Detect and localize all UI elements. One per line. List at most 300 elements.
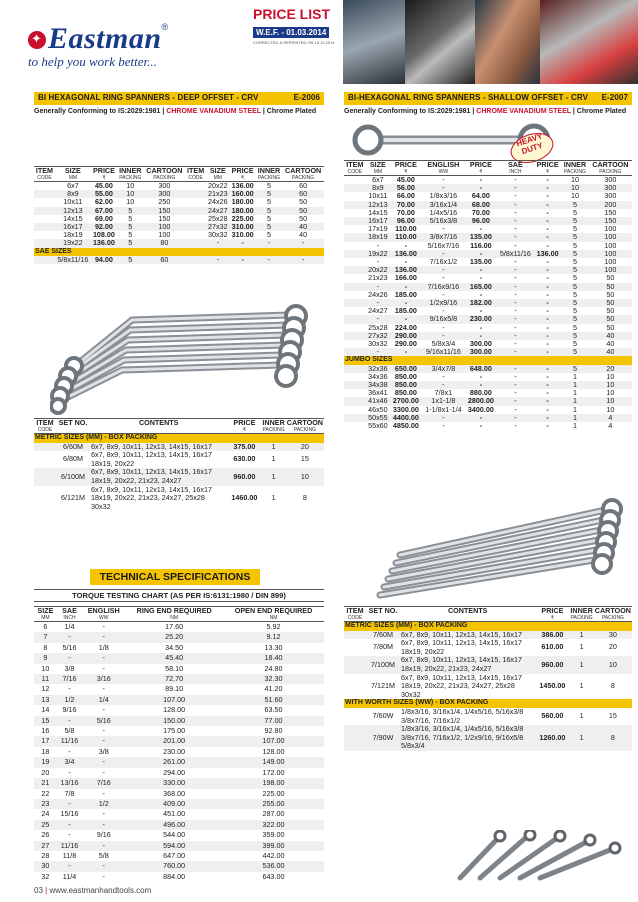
table-cell: 185.00 [394, 306, 417, 316]
table-cell: 544.00 [163, 830, 186, 840]
table-cell: 18 [41, 746, 50, 756]
table-cell: 5 [561, 250, 589, 258]
table-cell [344, 708, 366, 725]
table-cell: 5/8x3/4 [431, 339, 456, 349]
table-cell: - [442, 224, 445, 234]
table-cell: - [497, 315, 534, 323]
table-cell: 1/4 [64, 622, 75, 631]
table-cell: 9.12 [223, 632, 324, 642]
table-cell: 1/8x3/16, 3/16x1/4, 1/4x5/16, 5/16x3/8 3/8x7/16, 7/16x1/2, 1/2x9/16, 9/16x5/8 5/8x3/4 [400, 725, 535, 751]
table-cell: 1450.00 [539, 681, 566, 691]
table-cell: 1 [579, 711, 584, 721]
table-cell: 24x27 [208, 205, 228, 215]
column-header: ITEM CODE [36, 418, 54, 433]
table-cell: - [404, 240, 408, 250]
table-cell: - [497, 283, 534, 291]
table-cell: - [534, 348, 561, 356]
table-cell: 201.00 [125, 736, 223, 746]
table-cell: - [68, 746, 71, 756]
table-cell: 41x46 [366, 397, 390, 405]
column-header: OPEN END REQUIRED NM [234, 606, 313, 621]
table-cell: - [497, 266, 534, 274]
table-cell: 10 [606, 371, 615, 381]
table-cell: 5 [266, 197, 271, 207]
column-header: ENGLISH WW [87, 606, 120, 621]
table-cell: - [282, 239, 324, 247]
website-link[interactable]: www.eastmanhandtools.com [49, 886, 152, 895]
table-cell: 359.00 [262, 830, 285, 840]
table-cell [34, 486, 56, 512]
table-cell: 300.00 [465, 348, 497, 356]
table-cell: 40 [282, 223, 324, 231]
table-cell: 10 [606, 404, 615, 414]
table-cell: 1/2 [57, 695, 82, 705]
table-cell: 50 [299, 213, 308, 223]
table-cell: 9/16 [62, 705, 77, 715]
table-cell: - [465, 266, 497, 274]
table-cell: 10 [589, 397, 632, 405]
table-cell: 50 [589, 299, 632, 307]
table-cell: 94.00 [91, 256, 117, 264]
table-cell: 15 [608, 711, 617, 721]
table-cell: 24.80 [264, 663, 283, 673]
table-row [34, 768, 324, 778]
table-cell: 26 [41, 830, 50, 840]
table-cell: - [534, 414, 561, 422]
table-row [34, 809, 324, 819]
table-cell: - [82, 820, 125, 830]
table-cell: 32x36 [366, 365, 390, 373]
table-cell: 128.00 [262, 746, 285, 756]
table-cell: - [366, 348, 390, 356]
table-cell: 6x7 [67, 181, 79, 190]
table-cell: 960.00 [535, 656, 569, 673]
table-cell: 300.00 [469, 339, 492, 349]
table-cell: 27 [34, 841, 57, 851]
table-cell: 1/8x3/16, 3/16x1/4, 1/4x5/16, 5/16x3/8 3/8x7/16, 7/16x1/2 [401, 706, 524, 725]
table-row [34, 820, 324, 830]
table-cell: 50 [606, 273, 615, 283]
table-row [34, 622, 324, 633]
table-cell [344, 201, 366, 209]
table-cell: 24x27 [368, 306, 388, 316]
table-row [34, 716, 324, 726]
table-cell: 3/8 [98, 746, 109, 756]
table-cell [344, 176, 366, 185]
table-cell: - [546, 289, 549, 299]
table-cell: 165.00 [465, 283, 497, 291]
table-cell: 30x32 [208, 230, 228, 240]
table-cell: 22 [41, 788, 50, 798]
table-cell: 7/121M [371, 681, 395, 691]
table-cell: 261.00 [125, 757, 223, 767]
table-cell: 451.00 [163, 809, 186, 819]
table-cell: 5 [572, 289, 577, 299]
table-cell: - [497, 365, 534, 373]
table-cell: - [479, 306, 483, 316]
table-cell: 15/16 [60, 809, 79, 819]
table-cell: - [390, 348, 422, 356]
table-cell [344, 674, 366, 700]
table-row [34, 736, 324, 746]
table-cell: 1 [569, 656, 593, 673]
table-cell: - [514, 257, 517, 267]
table-cell: 40 [589, 332, 632, 340]
table-cell [344, 274, 366, 282]
table-cell: 20 [41, 767, 50, 777]
table-cell: 250 [158, 197, 171, 207]
table-cell: 5/16 [62, 642, 77, 652]
deep-offset-table [34, 166, 324, 264]
table-cell: - [497, 217, 534, 225]
table-cell: 21x23 [208, 189, 228, 199]
table-row [34, 841, 324, 851]
table-cell: 368.00 [163, 788, 186, 798]
table-cell: 32 [41, 871, 50, 881]
table-cell: 5 [266, 213, 271, 223]
table-cell [344, 656, 366, 673]
table-row [344, 674, 632, 700]
table-cell: 182.00 [465, 299, 497, 307]
table-cell: 3/8 [64, 663, 75, 673]
table-cell: 224.00 [394, 322, 417, 332]
table-cell: 6 [43, 622, 48, 631]
table-cell: 9/16x11/16 [422, 348, 465, 356]
table-cell: 5 [128, 230, 133, 240]
column-header: CONTENTS [138, 418, 179, 427]
table-cell: 24 [41, 809, 50, 819]
table-cell: 8x9 [366, 184, 390, 192]
table-cell: 643.00 [262, 871, 285, 881]
table-cell: 5 [561, 266, 589, 274]
table-cell [344, 315, 366, 323]
table-cell: - [102, 622, 105, 631]
table-cell: 23 [34, 799, 57, 809]
table-cell: 166.00 [394, 273, 417, 283]
column-header: SIZE MM [64, 166, 81, 181]
table-cell: 68.00 [465, 201, 497, 209]
table-cell: - [68, 830, 71, 840]
table-cell: 116.00 [470, 240, 492, 250]
table-cell: 2800.00 [465, 397, 497, 405]
table-cell: 110.00 [390, 233, 422, 241]
table-row [34, 451, 324, 468]
table-cell: 300 [158, 181, 171, 190]
table-cell: 25x28 [208, 213, 228, 223]
table-cell: 34.50 [165, 642, 184, 652]
column-header: SAE INCH [62, 606, 77, 621]
table-cell: 1 [572, 421, 577, 431]
table-cell: 19 [34, 757, 57, 767]
table-cell: 19x22 [55, 239, 91, 247]
table-cell [344, 233, 366, 241]
star-logo-icon [28, 31, 46, 49]
table-cell: 50 [282, 207, 324, 215]
table-cell: 7/8x1 [434, 388, 453, 398]
table-cell [344, 348, 366, 356]
table-cell: 409.00 [125, 799, 223, 809]
table-cell: 69.00 [94, 213, 113, 223]
table-cell: 11/16 [57, 736, 82, 746]
table-cell: 1/8 [98, 642, 109, 652]
table-cell: 150.00 [125, 716, 223, 726]
table-cell: 17 [34, 736, 57, 746]
table-row [34, 468, 324, 485]
table-row [34, 643, 324, 653]
table-cell: 150 [144, 207, 186, 215]
table-cell: - [479, 289, 483, 299]
column-header: INNER PACKING [563, 160, 587, 175]
table-cell: - [546, 207, 549, 217]
table-cell: - [82, 653, 125, 663]
table-cell: 5/8 [64, 726, 75, 736]
table-cell: 5 [572, 322, 577, 332]
table-cell: 96.00 [390, 217, 422, 225]
table-cell: 6x7, 8x9, 10x11, 12x13, 14x15, 16x17 18x19, 20x22, 21x23, 24x27 [400, 656, 535, 673]
table-cell: 560.00 [541, 711, 564, 721]
deep-offset-sets-table [34, 418, 324, 511]
table-cell: 1 [579, 681, 584, 691]
table-cell: 72.70 [125, 674, 223, 684]
table-cell: 5 [561, 332, 589, 340]
table-cell: 185.00 [394, 289, 417, 299]
table-row [34, 830, 324, 840]
table-cell: - [442, 273, 445, 283]
table-cell: 3/4x7/8 [422, 365, 465, 373]
table-cell: - [497, 233, 534, 241]
table-cell: 46x50 [368, 404, 388, 414]
table-cell: - [256, 239, 283, 247]
table-row [34, 684, 324, 694]
technical-specifications-title: TECHNICAL SPECIFICATIONS [90, 569, 260, 585]
table-cell: 1/8x3/16 [429, 191, 458, 201]
table-cell: 10x11 [368, 191, 388, 201]
table-cell: 230.00 [163, 746, 186, 756]
column-header: PRICE ₹ [541, 606, 564, 621]
table-cell: - [82, 841, 125, 851]
table-cell: 880.00 [469, 388, 492, 398]
table-cell: - [102, 809, 105, 819]
table-cell: 5 [561, 283, 589, 291]
table-cell [344, 283, 366, 291]
table-cell: - [546, 273, 549, 283]
table-cell: - [376, 257, 380, 267]
table-cell: 70.00 [396, 207, 415, 217]
deep-offset-title-bar [34, 92, 324, 105]
table-cell: 1 [572, 371, 577, 381]
table-cell: 5/16 [82, 716, 125, 726]
table-cell: 64.00 [471, 191, 490, 201]
table-cell: - [497, 381, 534, 389]
table-cell: 50 [606, 322, 615, 332]
table-cell: 7/16 [57, 674, 82, 684]
price-list-note: CORRECTED & REPRINTED ON 15.10.2014 [253, 40, 335, 45]
table-cell: 850.00 [390, 381, 422, 389]
table-cell: 10 [126, 197, 135, 207]
table-cell [185, 239, 206, 247]
table-cell: 32.30 [223, 674, 324, 684]
table-cell: 1/2 [82, 799, 125, 809]
table-cell: 6/100M [56, 468, 90, 485]
table-cell: 1 [579, 642, 584, 652]
table-cell: 4850.00 [392, 421, 419, 431]
table-cell: 100 [604, 240, 617, 250]
table-cell [185, 190, 206, 198]
table-cell: - [442, 175, 445, 184]
column-header: INNER PACKING [119, 166, 142, 181]
column-header: CARTOON PACKING [594, 606, 631, 621]
table-row [34, 632, 324, 642]
table-cell: 610.00 [541, 642, 564, 652]
table-cell: 225.00 [262, 788, 285, 798]
table-cell: 300 [604, 191, 617, 201]
table-cell: 175.00 [163, 726, 186, 736]
table-cell: - [534, 397, 561, 405]
table-cell: 149.00 [223, 757, 324, 767]
table-cell [344, 242, 366, 250]
table-cell: - [497, 332, 534, 340]
table-cell: - [82, 861, 125, 871]
table-cell: 135.00 [469, 257, 492, 267]
table-cell: 136.00 [390, 266, 422, 274]
column-header: SET NO. [58, 418, 88, 427]
table-cell: 5 [561, 299, 589, 307]
table-cell: - [514, 191, 517, 201]
table-cell: - [546, 240, 549, 250]
table-row [34, 789, 324, 799]
table-cell: 12 [41, 684, 50, 694]
table-cell: - [442, 371, 445, 381]
torque-table [34, 606, 324, 882]
table-cell: 850.00 [394, 388, 417, 398]
table-cell: 40 [606, 339, 615, 349]
table-cell: - [534, 332, 561, 340]
table-cell: - [256, 256, 283, 264]
table-cell: 3/8x7/16 [422, 233, 465, 241]
table-cell: - [102, 705, 105, 715]
table-cell: 1 [572, 404, 577, 414]
table-row [34, 664, 324, 674]
table-cell: - [390, 299, 422, 307]
table-cell: 19x22 [366, 250, 390, 258]
table-cell: 11/8 [62, 850, 77, 860]
table-cell [34, 190, 55, 198]
table-cell: 50 [299, 197, 308, 207]
table-cell: - [206, 256, 230, 264]
table-cell: 7/16 [82, 778, 125, 788]
table-cell: 50 [589, 315, 632, 323]
table-cell: - [546, 404, 549, 414]
shallow-offset-title: BI-HEXAGONAL RING SPANNERS - SHALLOW OFFSET - CRV [348, 93, 589, 102]
table-cell: - [422, 266, 465, 274]
header-photo-wrench [343, 0, 405, 84]
table-cell: 3300.00 [392, 404, 419, 414]
table-cell: 5 [256, 207, 283, 215]
table-cell: 11 [34, 674, 57, 684]
table-cell: 7/80M [373, 642, 393, 652]
table-cell: 30x32 [368, 339, 388, 349]
table-cell: - [546, 339, 549, 349]
table-cell: 10x11 [63, 197, 83, 207]
table-cell: - [546, 191, 549, 201]
table-cell: 110.00 [395, 224, 417, 234]
table-cell: 60 [282, 190, 324, 198]
table-cell: 10 [117, 190, 144, 198]
table-cell [344, 631, 366, 640]
table-cell [34, 239, 55, 247]
table-cell: 100 [604, 224, 617, 234]
table-cell: 1460.00 [231, 493, 258, 503]
table-cell [344, 725, 366, 751]
table-row [34, 705, 324, 715]
column-header: CARTOON PACKING [592, 160, 629, 175]
table-cell: 34x38 [366, 381, 390, 389]
table-cell: 13.30 [264, 642, 283, 652]
table-cell [344, 291, 366, 299]
table-cell: 294.00 [163, 767, 186, 777]
table-cell: - [514, 289, 517, 299]
shallow-offset-code: E-2007 [601, 93, 628, 102]
table-cell: 5 [117, 223, 144, 231]
table-cell: 7/16x9/16 [422, 283, 465, 291]
table-row [34, 256, 324, 264]
table-row [344, 348, 632, 356]
table-cell: 107.00 [223, 736, 324, 746]
table-cell: 3/4 [57, 757, 82, 767]
table-cell: 10 [41, 663, 50, 673]
table-cell: 4 [608, 421, 613, 431]
table-cell: 1 [561, 414, 589, 422]
registered-mark: ® [161, 22, 169, 32]
table-cell: 5 [561, 233, 589, 241]
table-cell: 5 [561, 365, 589, 373]
table-cell: - [534, 266, 561, 274]
table-cell [344, 217, 366, 225]
table-cell: 10 [286, 468, 324, 485]
table-cell: 45.00 [396, 175, 415, 184]
table-cell: 1/2x9/16 [422, 299, 465, 307]
table-cell: 66.00 [396, 191, 415, 201]
table-cell: 107.00 [125, 695, 223, 705]
table-cell [34, 451, 56, 468]
table-cell: - [534, 299, 561, 307]
table-cell: - [465, 381, 497, 389]
table-cell: 760.00 [125, 861, 223, 871]
table-cell: 77.00 [223, 716, 324, 726]
table-cell: 884.00 [163, 871, 186, 881]
table-cell: 10 [589, 381, 632, 389]
column-header: ENGLISH WW [427, 160, 460, 175]
table-cell: - [82, 632, 125, 642]
table-cell: 6/121M [61, 493, 85, 503]
table-cell: - [534, 381, 561, 389]
table-cell: - [514, 240, 517, 250]
table-row [34, 872, 324, 882]
table-cell: 92.00 [91, 223, 117, 231]
table-cell: 1 [569, 631, 593, 640]
table-cell: 100 [144, 223, 186, 231]
table-cell: 63.50 [264, 705, 283, 715]
table-cell: 5 [572, 273, 577, 283]
table-cell: 10 [570, 191, 579, 201]
table-cell [344, 414, 366, 422]
table-cell: 50 [589, 283, 632, 291]
table-cell: 16 [41, 726, 50, 736]
table-row [34, 695, 324, 705]
table-cell: 4400.00 [390, 414, 422, 422]
table-row [344, 422, 632, 430]
table-cell: 10 [594, 656, 632, 673]
